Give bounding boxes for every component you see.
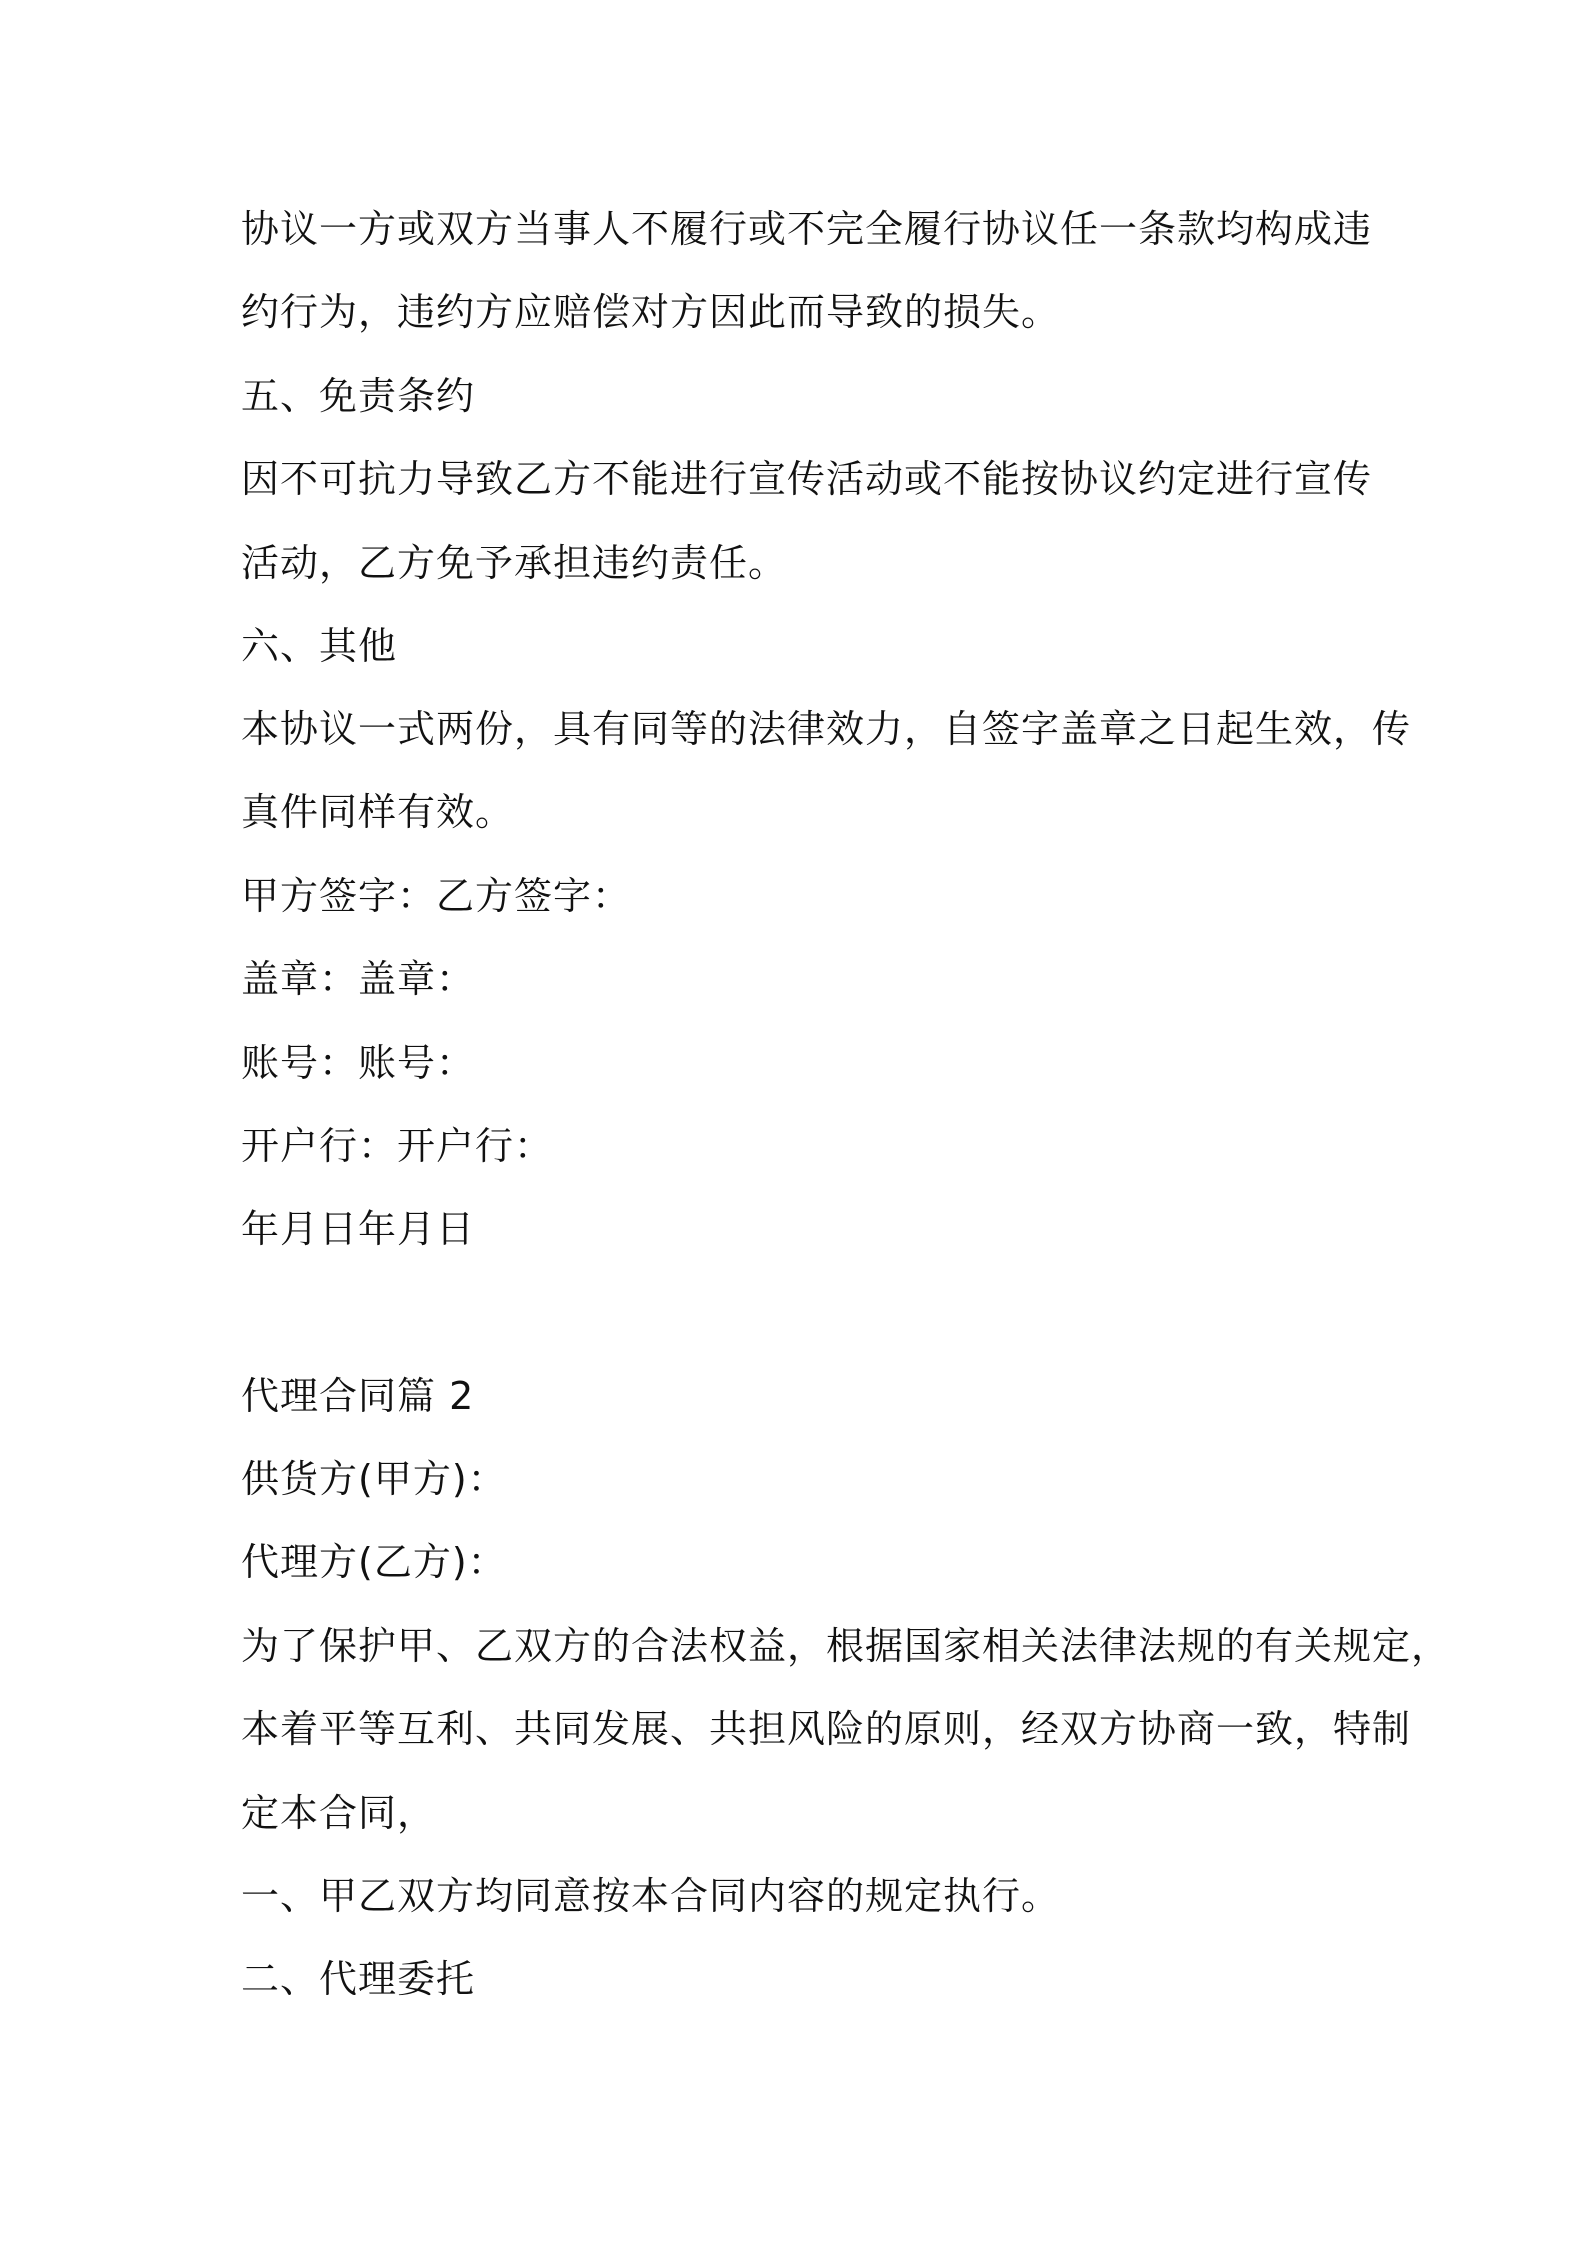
text-line: 真件同样有效。 (241, 790, 515, 834)
signature-line: 甲方签字：乙方签字： (241, 874, 632, 918)
date-line: 年月日年月日 (241, 1207, 476, 1251)
text-line: 本协议一式两份，具有同等的法律效力，自签字盖章之日起生效，传 (241, 707, 1412, 751)
text-line: 活动，乙方免予承担违约责任。 (241, 541, 788, 585)
contract-title: 代理合同篇 2 (241, 1374, 475, 1418)
party-a-line: 供货方(甲方)： (241, 1457, 507, 1501)
bank-line: 开户行：开户行： (241, 1124, 554, 1168)
text-line: 为了保护甲、乙双方的合法权益，根据国家相关法律法规的有关规定， (241, 1624, 1451, 1668)
text-line: 本着平等互利、共同发展、共担风险的原则，经双方协商一致，特制 (241, 1707, 1412, 1751)
text-line: 约行为，违约方应赔偿对方因此而导致的损失。 (241, 290, 1061, 334)
text-line: 定本合同， (241, 1791, 437, 1835)
text-line: 因不可抗力导致乙方不能进行宣传活动或不能按协议约定进行宣传 (241, 457, 1373, 501)
account-line: 账号：账号： (241, 1041, 476, 1085)
section-heading: 五、免责条约 (241, 374, 476, 418)
section-heading: 六、其他 (241, 624, 398, 668)
text-line: 协议一方或双方当事人不履行或不完全履行协议任一条款均构成违 (241, 207, 1373, 251)
seal-line: 盖章：盖章： (241, 957, 476, 1001)
clause-line: 一、甲乙双方均同意按本合同内容的规定执行。 (241, 1874, 1061, 1918)
party-b-line: 代理方(乙方)： (241, 1540, 507, 1584)
section-heading: 二、代理委托 (241, 1957, 476, 2001)
